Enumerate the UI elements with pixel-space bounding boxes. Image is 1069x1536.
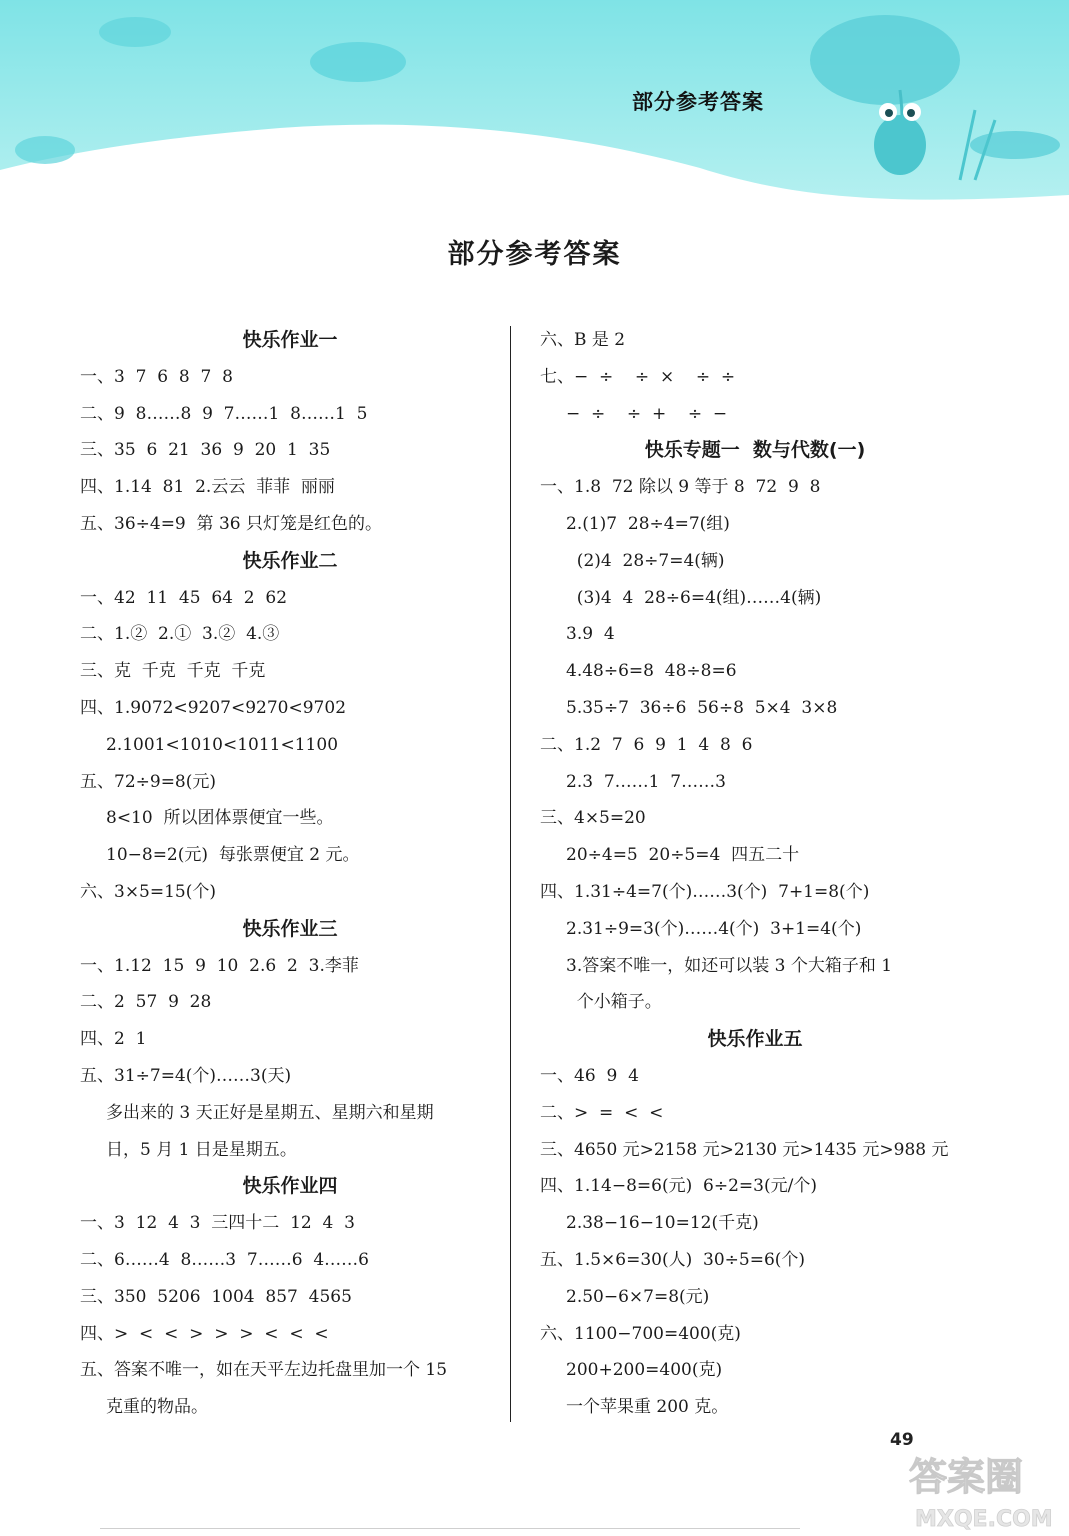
answer-line: 二、9 8……8 9 7……1 8……1 5 — [80, 403, 368, 424]
answer-line: 一、42 11 45 64 2 62 — [80, 587, 288, 608]
answer-line: 8<10 所以团体票便宜一些。 — [106, 808, 334, 829]
answer-line: 2.31÷9=3(个)……4(个) 3+1=4(个) — [566, 918, 862, 939]
page-title: 部分参考答案 — [447, 239, 622, 270]
answer-line: (2)4 28÷7=4(辆) — [566, 550, 725, 571]
section-heading: 快乐作业一 — [242, 329, 338, 351]
answer-line: 三、35 6 21 36 9 20 1 35 — [80, 440, 331, 461]
answer-line: 五、72÷9=8(元) — [80, 771, 217, 792]
answer-line: 四、1.14−8=6(元) 6÷2=3(元/个) — [540, 1176, 817, 1197]
answer-line: 四、1.31÷4=7(个)……3(个) 7+1=8(个) — [540, 881, 870, 902]
answer-line: 二、1.② 2.① 3.② 4.③ — [80, 624, 280, 645]
answer-line: 3.答案不唯一，如还可以装 3 个大箱子和 1 — [566, 955, 893, 976]
banner-title: 部分参考答案 — [632, 90, 764, 114]
answer-line: (3)4 4 28÷6=4(组)……4(辆) — [566, 587, 822, 608]
watermark-logo — [905, 1446, 1065, 1532]
answer-line: 六、B 是 2 — [540, 330, 626, 350]
page-number: 49 — [890, 1430, 914, 1450]
answer-line: 2.50−6×7=8(元) — [566, 1286, 710, 1307]
column-divider — [510, 326, 511, 1422]
answer-line: 五、36÷4=9 第 36 只灯笼是红色的。 — [80, 513, 382, 534]
answer-line: 一、46 9 4 — [540, 1065, 639, 1086]
answer-line: 五、1.5×6=30(人) 30÷5=6(个) — [540, 1249, 806, 1270]
answer-line: 个小箱子。 — [566, 992, 662, 1013]
watermark-text: 答案圈 — [909, 1455, 1024, 1499]
answer-line: 2.(1)7 28÷4=7(组) — [566, 513, 730, 534]
answer-line: 二、> = < < — [540, 1102, 664, 1123]
answer-line: 三、4×5=20 — [540, 808, 646, 829]
answer-line: 四、1.14 81 2.云云 菲菲 丽丽 — [80, 477, 335, 498]
answer-line: 二、6……4 8……3 7……6 4……6 — [80, 1249, 369, 1270]
right-column — [540, 322, 970, 1426]
answer-line: 2.1001<1010<1011<1100 — [106, 734, 339, 755]
section-heading: 快乐作业五 — [707, 1028, 803, 1051]
answer-line: 六、1100−700=400(克) — [540, 1323, 741, 1344]
answer-line: 一、3 12 4 3 三四十二 12 4 3 — [80, 1213, 355, 1234]
answer-line: 一、1.8 72 除以 9 等于 8 72 9 8 — [540, 477, 821, 498]
answer-line: 一、1.12 15 9 10 2.6 2 3.李菲 — [80, 955, 359, 976]
answer-line: 4.48÷6=8 48÷8=6 — [566, 661, 737, 682]
answer-line: 五、答案不唯一，如在天平左边托盘里加一个 15 — [80, 1360, 448, 1381]
answer-line: 四、1.9072<9207<9270<9702 — [80, 697, 347, 718]
answer-line: 四、2 1 — [80, 1029, 147, 1050]
answer-line: 六、3×5=15(个) — [80, 881, 217, 902]
answer-line: 一、3 7 6 8 7 8 — [80, 366, 233, 387]
answer-line: 20÷4=5 20÷5=4 四五二十 — [566, 845, 800, 866]
answer-line: 一个苹果重 200 克。 — [566, 1397, 729, 1418]
answer-line: 2.38−16−10=12(千克) — [566, 1213, 759, 1234]
answer-line: 克重的物品。 — [106, 1397, 208, 1418]
watermark-url: MXQE.COM — [915, 1507, 1053, 1532]
answer-line: 10−8=2(元) 每张票便宜 2 元。 — [106, 845, 360, 866]
answer-line: 200+200=400(克) — [566, 1360, 723, 1381]
answer-line: 二、2 57 9 28 — [80, 992, 212, 1013]
section-heading: 快乐作业四 — [242, 1175, 338, 1198]
answer-line: 日，5 月 1 日是星期五。 — [106, 1139, 297, 1160]
section-heading: 快乐专题一 数与代数(一) — [644, 439, 866, 462]
answer-line: 七、− ÷ ÷ × ÷ ÷ — [540, 366, 736, 387]
footer-rule — [100, 1528, 800, 1529]
header-banner — [0, 0, 1069, 205]
answer-line: 多出来的 3 天正好是星期五、星期六和星期 — [106, 1102, 434, 1123]
answer-line: 二、1.2 7 6 9 1 4 8 6 — [540, 734, 753, 755]
answer-line: 3.9 4 — [566, 624, 615, 645]
answer-line: 2.3 7……1 7……3 — [566, 771, 726, 792]
answer-line: − ÷ ÷ + ÷ − — [566, 403, 728, 424]
answer-line: 五、31÷7=4(个)……3(天) — [80, 1065, 292, 1086]
answer-line: 三、克 千克 千克 千克 — [80, 661, 266, 682]
answer-line: 三、4650 元>2158 元>2130 元>1435 元>988 元 — [540, 1139, 949, 1160]
section-heading: 快乐作业二 — [242, 549, 338, 572]
answer-line: 5.35÷7 36÷6 56÷8 5×4 3×8 — [566, 697, 838, 718]
section-heading: 快乐作业三 — [242, 917, 338, 940]
answer-line: 四、> < < > > > < < < — [80, 1323, 329, 1344]
left-column — [80, 322, 500, 1426]
answer-line: 三、350 5206 1004 857 4565 — [80, 1286, 352, 1307]
